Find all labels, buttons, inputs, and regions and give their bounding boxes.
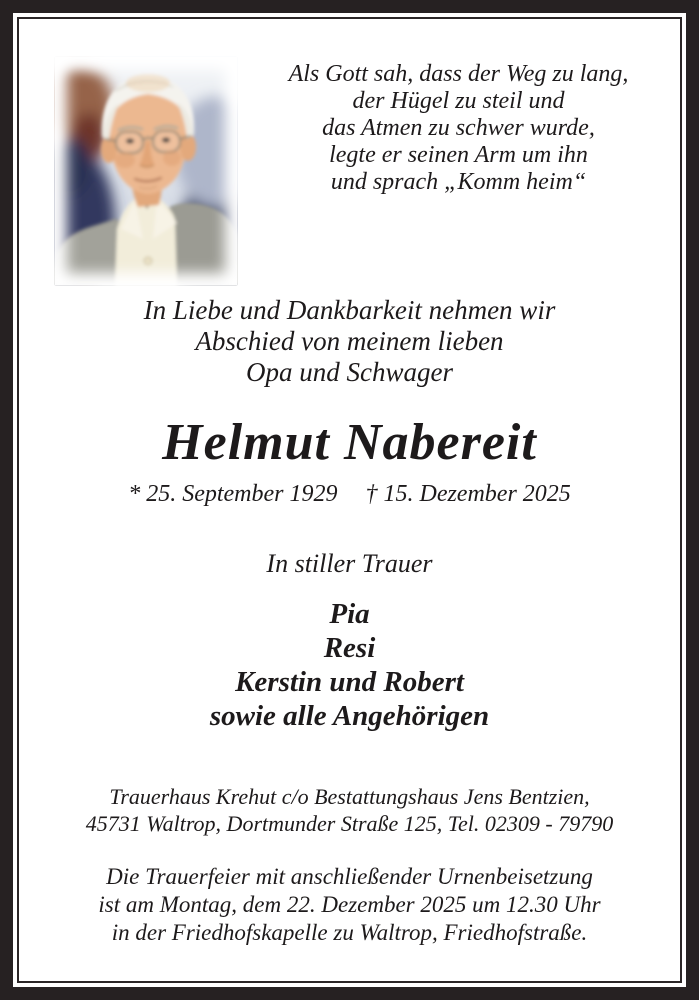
- mourner-name: Resi: [323, 632, 376, 664]
- mourner-name: Kerstin und Robert: [235, 666, 464, 698]
- mourning-label: In stiller Trauer: [266, 549, 433, 578]
- life-dates: [19, 479, 680, 509]
- intro-line: Opa und Schwager: [246, 357, 453, 387]
- poem-line: der Hügel zu steil und: [352, 88, 565, 114]
- funeral-home-info: [19, 783, 680, 837]
- card-inner-frame: [17, 17, 682, 983]
- poem-line: das Atmen zu schwer wurde,: [322, 115, 595, 141]
- poem-line: Als Gott sah, dass der Weg zu lang,: [288, 61, 629, 87]
- poem-line: und sprach „Komm heim“: [330, 169, 587, 195]
- funeral-home-line: 45731 Waltrop, Dortmunder Straße 125, Tel. 02309 - 79790: [85, 811, 614, 836]
- service-info: [19, 863, 680, 947]
- service-line: in der Friedhofskapelle zu Waltrop, Friedhofstraße.: [111, 920, 588, 945]
- birth-date: * 25. September 1929: [128, 481, 338, 507]
- portrait-photo: [55, 57, 237, 285]
- intro-line: Abschied von meinem lieben: [195, 326, 504, 356]
- intro-line: In Liebe und Dankbarkeit nehmen wir: [143, 295, 556, 325]
- death-date: † 15. Dezember 2025: [365, 481, 571, 507]
- card-mat: [13, 13, 686, 987]
- header-row: [19, 57, 680, 285]
- poem-line: legte er seinen Arm um ihn: [329, 142, 588, 168]
- obituary-card: [19, 57, 680, 947]
- memorial-poem: [237, 57, 680, 285]
- mourner-name: sowie alle Angehörigen: [209, 700, 490, 732]
- mourner-name: Pia: [329, 598, 370, 630]
- service-line: Die Trauerfeier mit anschließender Urnenbeisetzung: [106, 864, 593, 889]
- deceased-name: Helmut Nabereit: [162, 414, 537, 471]
- portrait-illustration: [55, 57, 237, 285]
- farewell-intro: [19, 295, 680, 388]
- service-line: ist am Montag, dem 22. Dezember 2025 um 12.30 Uhr: [98, 892, 601, 917]
- funeral-home-line: Trauerhaus Krehut c/o Bestattungshaus Jens Bentzien,: [109, 784, 590, 809]
- mourners-list: [19, 597, 680, 733]
